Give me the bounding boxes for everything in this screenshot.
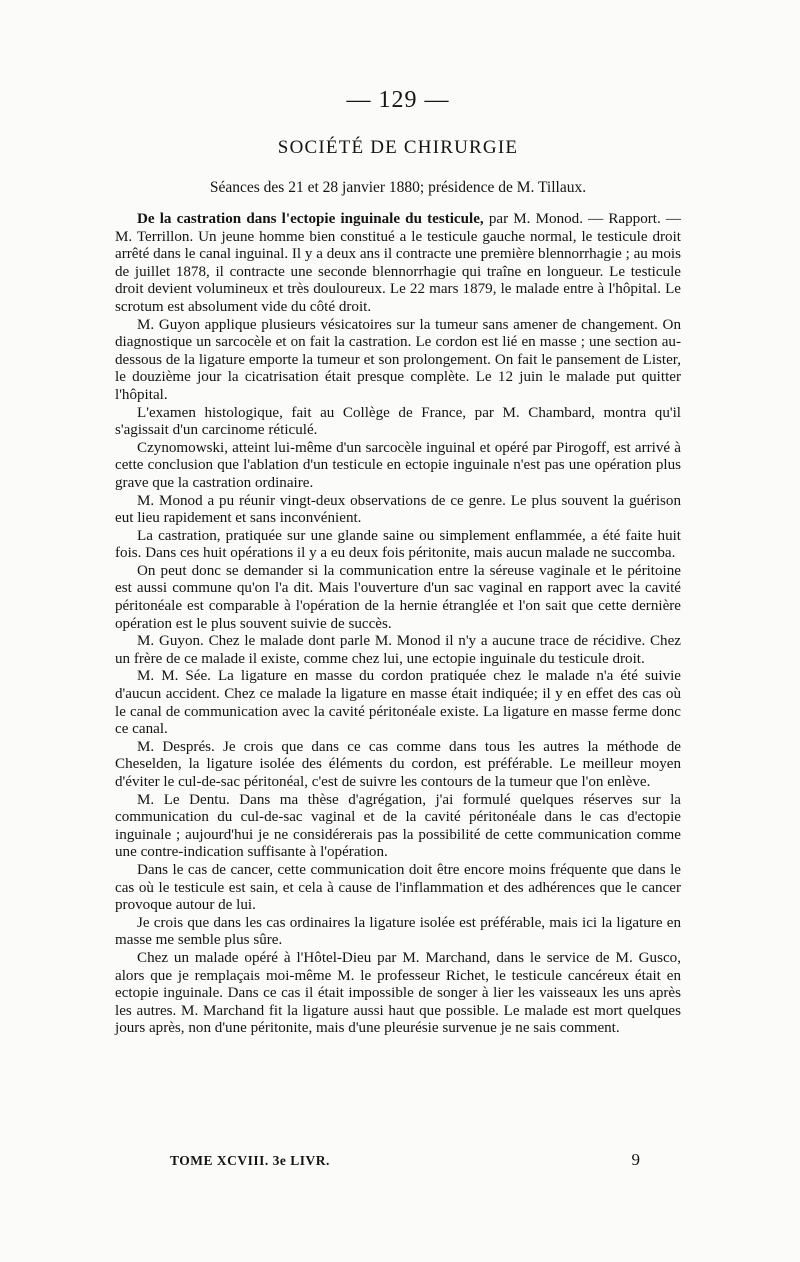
paragraph: La castration, pratiquée sur une glande saine ou simplement enflammée, a été faite huit fois. Dans ces huit opérations il y a eu deux fois péritonite, mais aucun malade ne succomba. <box>115 527 681 562</box>
page-footer <box>170 1150 640 1170</box>
article-body <box>115 211 681 1038</box>
paragraph: M. Després. Je crois que dans ce cas comme dans tous les autres la méthode de Cheselden, la ligature isolée des éléments du cordon, est préférable. Le meilleur moyen d'éviter le cul-de-sac péritonéal, c'est de suivre les contours de la tumeur que l'on enlève. <box>115 738 681 790</box>
page-number: — 129 — <box>346 87 450 113</box>
article-title: De la castration dans l'ectopie inguinale du testicule, <box>137 211 484 227</box>
paragraph: On peut donc se demander si la communication entre la séreuse vaginale et le péritoine est aussi commune qu'on l'a dit. Mais l'ouverture d'un sac vaginal en rapport avec la cavité péritonéale est comparable à l'opération de la hernie étranglée et l'on sait que cette dernière opération est le plus souvent suivie de succès. <box>115 562 681 632</box>
signature-number: 9 <box>631 1150 640 1169</box>
paragraph: Dans le cas de cancer, cette communication doit être encore moins fréquente que dans le cas où le testicule est sain, et cela à cause de l'inflammation et des adhérences que le cancer provoque autour de lui. <box>115 861 681 914</box>
volume-signature: TOME XCVIII. 3e LIVR. <box>170 1153 330 1168</box>
sessions-line: Séances des 21 et 28 janvier 1880; présidence de M. Tillaux. <box>209 179 587 196</box>
paragraph: L'examen histologique, fait au Collège de France, par M. Chambard, montra qu'il s'agissait d'un carcinome réticulé. <box>115 404 681 439</box>
paragraph: M. Guyon applique plusieurs vésicatoires sur la tumeur sans amener de changement. On diagnostique un sarcocèle et on fait la castration. Le cordon est lié en masse ; une section au-dessous de la ligature emporte la tumeur et son prolongement. On fait le pansement de Lister, le douzième jour la cicatrisation était presque complète. Le 12 juin le malade put quitter l'hôpital. <box>115 316 681 403</box>
article-first-paragraph <box>115 211 681 317</box>
society-heading: SOCIÉTÉ DE CHIRURGIE <box>277 137 519 158</box>
paragraph: Czynomowski, atteint lui-même d'un sarcocèle inguinal et opéré par Pirogoff, est arrivé à cette conclusion que l'ablation d'un testicule en ectopie inguinale n'est pas une opération plus grave que la castration ordinaire. <box>115 439 681 491</box>
paragraph: M. Le Dentu. Dans ma thèse d'agrégation, j'ai formulé quelques réserves sur la communication du cul-de-sac vaginal et de la cavité péritonéale dans le cas d'ectopie inguinale ; aujourd'hui je ne considérerais pas la possibilité de cette communication comme une contre-indication suffisante à l'opération. <box>115 791 681 861</box>
paragraph: M. M. Sée. La ligature en masse du cordon pratiquée chez le malade n'a été suivie d'aucun accident. Chez ce malade la ligature en masse était indiquée; il y en effet des cas où le canal de communication avec la cavité péritonéale existe. La ligature en masse ferme donc ce canal. <box>115 668 681 738</box>
paragraph: M. Guyon. Chez le malade dont parle M. Monod il n'y a aucune trace de récidive. Chez un frère de ce malade il existe, comme chez lui, une ectopie inguinale du testicule droit. <box>115 633 681 667</box>
paragraph-1-text: M. Monod. — Rapport. — M. Terrillon. Un jeune homme bien constitué a le testicule gauche normal, le testicule droit arrêté dans le canal inguinal. Il y a deux ans il contracte une première blennorrhagie ; au mois de juillet 1878, il contracte une seconde blennorrhagie qui traîne en longueur. Le testicule droit devient volumineux et très douloureux. Le 22 mars 1879, le malade entre à l'hôpital. Le scrotum est absolument vide du côté droit. <box>115 211 682 315</box>
paragraph: Chez un malade opéré à l'Hôtel-Dieu par M. Marchand, dans le service de M. Gusco, alors que je remplaçais moi-même M. le professeur Richet, le testicule cancéreux était en ectopie inguinale. Dans ce cas il était impossible de songer à lier les vaisseaux les uns après les autres. M. Marchand fit la ligature aussi haut que possible. Le malade est mort quelques jours après, non d'une péritonite, mais d'une pleurésie survenue je ne sais comment. <box>115 949 681 1037</box>
paragraph: Je crois que dans les cas ordinaires la ligature isolée est préférable, mais ici la ligature en masse me semble plus sûre. <box>115 914 681 949</box>
text-column <box>115 82 681 1038</box>
article-title-suffix: par <box>483 211 509 227</box>
paragraph: M. Monod a pu réunir vingt-deux observations de ce genre. Le plus souvent la guérison eut lieu rapidement et sans inconvénient. <box>115 492 681 527</box>
